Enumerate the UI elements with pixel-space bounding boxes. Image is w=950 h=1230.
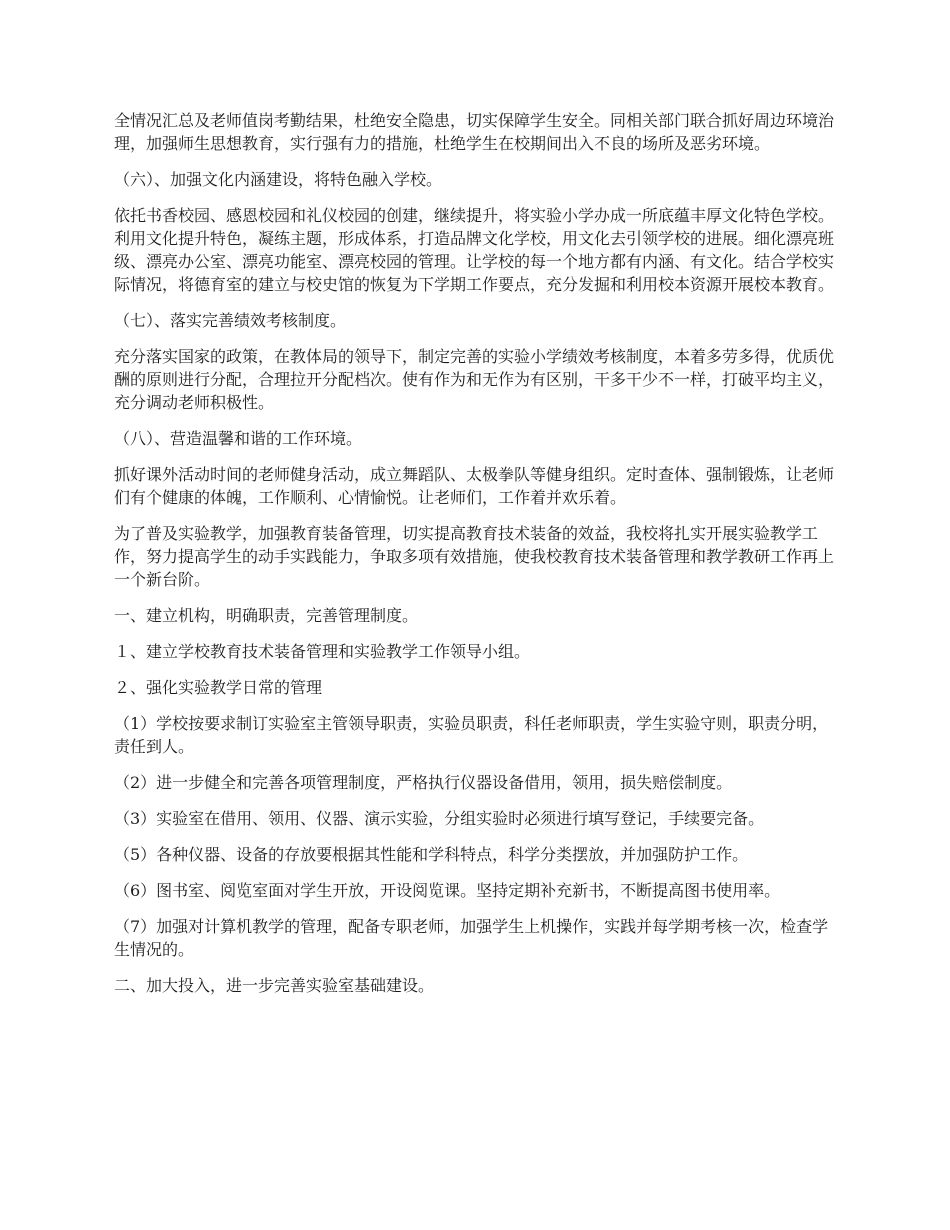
item-daily-management: ２、强化实验教学日常的管理 [114,678,323,697]
paragraph-experiment-intro: 为了普及实验教学，加强教育装备管理，切实提高教育技术装备的效益，我校将扎实开展实验教学工作，努力提高学生的动手实践能力，争取多项有效措施，使我校教育技术装备管理和教学教研工作再上一个新台阶。 [114,524,835,589]
heading-organization: 一、建立机构，明确职责，完善管理制度。 [114,606,419,625]
item-leadership-group: １、建立学校教育技术装备管理和实验教学工作领导小组。 [114,642,531,661]
paragraph-fitness: 抓好课外活动时间的老师健身活动，成立舞蹈队、太极拳队等健身组织。定时查体、强制锻炼，让老师们有个健康的体魄，工作顺利、心情愉悦。让老师们，工作着并欢乐着。 [114,465,835,507]
item-registration: （3）实验室在借用、领用、仪器、演示实验，分组实验时必须进行填写登记，手续要完备。 [114,809,765,828]
item-storage: （5）各种仪器、设备的存放要根据其性能和学科特点，科学分类摆放，并加强防护工作。 [114,845,749,864]
heading-environment: （八）、营造温馨和谐的工作环境。 [114,429,363,448]
paragraph-safety-environment: 全情况汇总及老师值岗考勤结果，杜绝安全隐患，切实保障学生安全。同相关部门联合抓好周边环境治理，加强师生思想教育，实行强有力的措施，杜绝学生在校期间出入不良的场所及恶劣环境。 [114,111,835,153]
item-duties: （1）学校按要求制订实验室主管领导职责，实验员职责，科任老师职责，学生实验守则，职责分明，责任到人。 [114,714,829,756]
heading-performance: （七）、落实完善绩效考核制度。 [114,311,347,330]
heading-investment: 二、加大投入，进一步完善实验室基础建设。 [114,976,435,995]
item-computer: （7）加强对计算机教学的管理，配备专职老师，加强学生上机操作，实践并每学期考核一次，检查学生情况的。 [114,917,829,959]
document-body [114,109,844,1010]
heading-culture: （六）、加强文化内涵建设，将特色融入学校。 [114,170,443,189]
item-library: （6）图书室、阅览室面对学生开放，开设阅览课。坚持定期补充新书，不断提高图书使用率。 [114,881,781,900]
paragraph-culture: 依托书香校园、感恩校园和礼仪校园的创建，继续提升，将实验小学办成一所底蕴丰厚文化特色学校。利用文化提升特色，凝练主题，形成体系，打造品牌文化学校，用文化去引领学校的进展。细化漂亮班级、漂亮办公室、漂亮功能室、漂亮校园的管理。让学校的每一个地方都有内涵、有文化。结合学校实际情况，将德育室的建立与校史馆的恢复为下学期工作要点，充分发掘和利用校本资源开展校本教育。 [114,206,835,294]
paragraph-performance: 充分落实国家的政策，在教体局的领导下，制定完善的实验小学绩效考核制度，本着多劳多得，优质优酬的原则进行分配，合理拉开分配档次。使有作为和无作为有区别，干多干少不一样，打破平均主义，充分调动老师积极性。 [114,347,835,412]
item-rules: （2）进一步健全和完善各项管理制度，严格执行仪器设备借用，领用，损失赔偿制度。 [114,773,733,792]
